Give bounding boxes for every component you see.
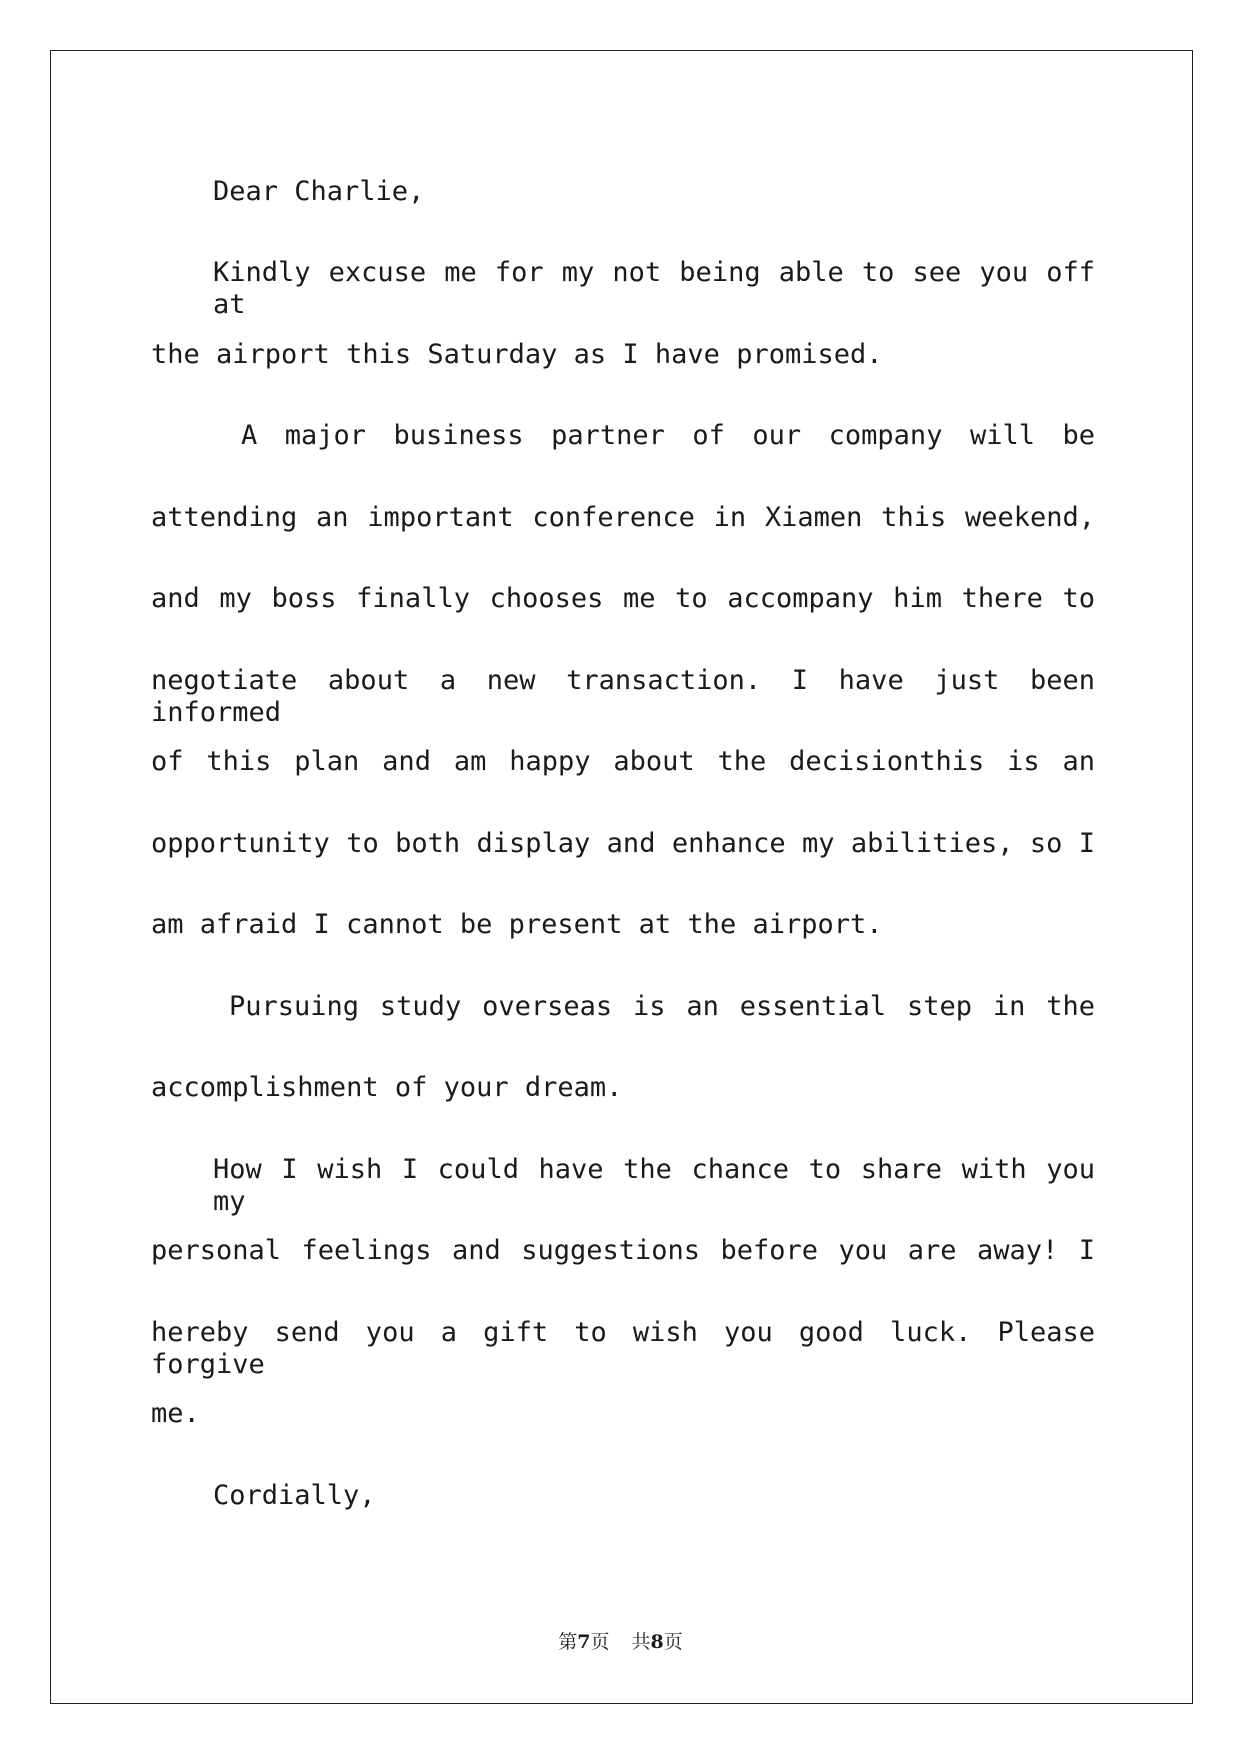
current-page-number: 7 — [577, 1631, 591, 1653]
letter-line: the airport this Saturday as I have promised. — [151, 339, 883, 370]
letter-line: personal feelings and suggestions before you are away! I — [151, 1235, 1095, 1266]
footer-page-suffix: 页 — [590, 1631, 610, 1653]
letter-line: attending an important conference in Xiamen this weekend, — [151, 502, 1095, 533]
page-number-footer — [0, 1630, 1241, 1654]
letter-line: and my boss finally chooses me to accompany him there to — [151, 583, 1095, 614]
letter-line: hereby send you a gift to wish you good luck. Please forgive — [151, 1317, 1095, 1380]
letter-line: me. — [151, 1398, 200, 1429]
footer-total-prefix: 共 — [631, 1631, 651, 1653]
letter-line: opportunity to both display and enhance my abilities, so I — [151, 828, 1095, 859]
total-pages-number: 8 — [650, 1631, 664, 1653]
letter-line: am afraid I cannot be present at the airport. — [151, 909, 883, 940]
footer-prefix: 第 — [558, 1631, 578, 1653]
letter-line: Pursuing study overseas is an essential step in the — [229, 991, 1095, 1022]
closing: Cordially, — [213, 1480, 376, 1511]
letter-line: A major business partner of our company will be — [241, 420, 1095, 451]
letter-line: negotiate about a new transaction. I have just been informed — [151, 665, 1095, 728]
letter-line: How I wish I could have the chance to share with you my — [213, 1154, 1095, 1217]
salutation: Dear Charlie, — [213, 176, 425, 207]
letter-line: of this plan and am happy about the decisionthis is an — [151, 746, 1095, 777]
letter-line: accomplishment of your dream. — [151, 1072, 623, 1103]
footer-total-suffix: 页 — [663, 1631, 683, 1653]
letter-line: Kindly excuse me for my not being able to see you off at — [213, 257, 1095, 320]
